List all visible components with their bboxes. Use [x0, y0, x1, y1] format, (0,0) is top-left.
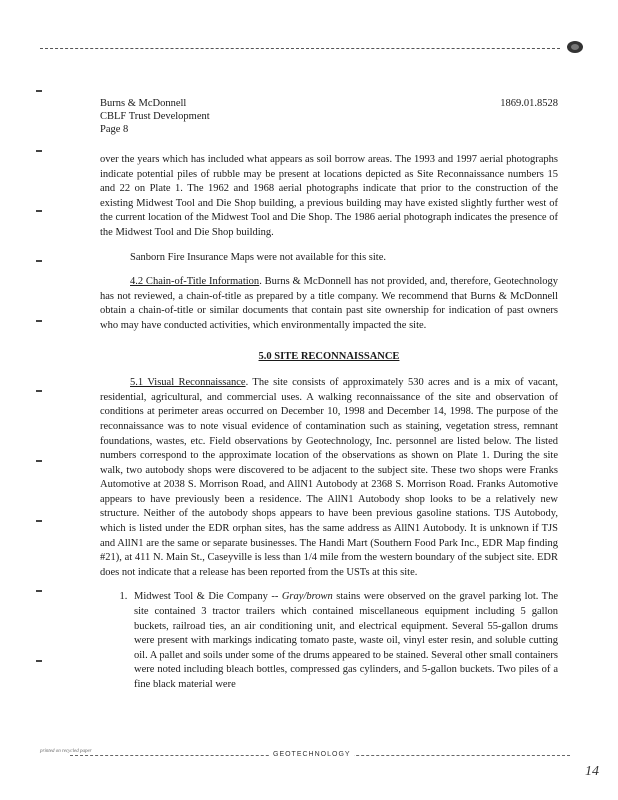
scan-border-top: [40, 48, 560, 49]
paragraph-aerial-photos: over the years which has included what appears as soil borrow areas. The 1993 and 1997 aerial photographs indicate potential piles of rubble may be present at locations depicted as Site Reconnaissance numbers 15 and 22 on Plate 1. The 1962 and 1968 aerial photographs indicate that prior to the construction of the existing Midwest Tool and Die Shop building, a previous building may have existed slightly further west of the current location of the Midwest Tool and Die Shop. The 1986 aerial photograph indicates the presence of the Midwest Tool and Die Shop building.: [100, 154, 558, 238]
footer-company-name: GEOTECHNOLOGY: [270, 751, 354, 758]
document-body: [100, 153, 558, 693]
footer-recycled-note: printed on recycled paper: [40, 749, 92, 754]
item-stain-label: Gray/brown: [281, 591, 333, 603]
corner-stamp-icon: [566, 40, 584, 54]
paragraph-chain-of-title: [100, 275, 558, 333]
item-text: stains were observed on the gravel parking lot. The site contained 3 tractor trailers which contained miscellaneous equipment including 5 gallon buckets, railroad ties, an air conditioning unit, and electrical equipment. Several 55-gallon drums were present with markings indicating tomato paste, waste oil, vinyl ester resin, and soluble cutting oil. A pallet and soils under some of the drums appeared to be stained. Several other small containers were noted including bleach bottles, compressed gas cylinders, and 5-gallon buckets. Two piles of a fine black material were: [134, 591, 558, 690]
header-client: Burns & McDonnell: [100, 98, 187, 109]
header-page: Page 8: [100, 124, 129, 135]
left-margin-scan-marks: [36, 60, 44, 750]
header-project: CBLF Trust Development: [100, 111, 210, 122]
visual-reconnaissance-heading: 5.1 Visual Reconnaissance: [130, 377, 246, 389]
document-header: [100, 97, 558, 136]
chain-of-title-text: . Burns & McDonnell has not provided, and, therefore, Geotechnology has not reviewed, a chain-of-title as prepared by a title company. We recommend that Burns & McDonnell obtain a chain-of-title or similar documents that contain past site ownership for indication of past owners who may have conducted activities, which environmentally impacted the site.: [100, 276, 558, 331]
header-doc-number: 1869.01.8528: [500, 98, 558, 109]
visual-reconnaissance-text: . The site consists of approximately 530 acres and is a mix of vacant, residential, agricultural, and commercial uses. A walking reconnaissance of the site and observation of conditions at perimeter areas occurred on December 10, 1998 and December 14, 1998. The purpose of the reconnaissance was to note visual evidence of contamination such as staining, vegetation stress, remnant foundations, wastes, etc. Field observations by Geotechnology, Inc. personnel are listed below. The listed numbers correspond to the approximate location of the observations as shown on Plate 1. During the site walk, two autobody shops were discovered to be adjacent to the subject site. These two shops were Franks Automotive at 2038 S. Morrison Road, and AllN1 Autobody at 2368 S. Morrison Road. Franks Automotive appears to have previously been a residence. The AllN1 Autobody shop looks to be a relatively new structure. Neither of the autobody shops appears to have been previous gasoline stations. TJS Autobody, which is listed under the EDR orphan sites, has the same address as AllN1 Autobody. It is unknown if TJS and AllN1 are the same or separate businesses. The Handi Mart (Southern Food Park Inc., EDR Map finding #21), at 411 N. Main St., Caseyville is less than 1/4 mile from the western boundary of the subject site. EDR does not indicate that a release has been reported from the USTs at this site.: [100, 377, 558, 578]
item-title: Midwest Tool & Die Company: [134, 591, 268, 603]
handwritten-page-number: 14: [585, 764, 599, 779]
observation-list: [100, 590, 558, 692]
chain-of-title-heading: 4.2 Chain-of-Title Information: [130, 276, 260, 288]
section-heading-site-reconnaissance: 5.0 SITE RECONNAISSANCE: [258, 350, 400, 362]
paragraph-sanborn: Sanborn Fire Insurance Maps were not available for this site.: [130, 251, 387, 263]
list-item: 1. Midwest Tool & Die Company -- Gray/brown stains were observed on the gravel parking lot. The site contained 3 tractor trailers which contained miscellaneous equipment including 5 gallon buckets, railroad ties, an air conditioning unit, and electrical equipment. Several 55-gallon drums were present with markings indicating tomato paste, waste oil, vinyl ester resin, and soluble cutting oil. A pallet and soils under some of the drums appeared to be stained. Several other small containers were noted including bleach bottles, compressed gas cylinders, and 5-gallon buckets. Two piles of a fine black material were: [130, 590, 558, 692]
paragraph-visual-reconnaissance: [100, 376, 558, 580]
